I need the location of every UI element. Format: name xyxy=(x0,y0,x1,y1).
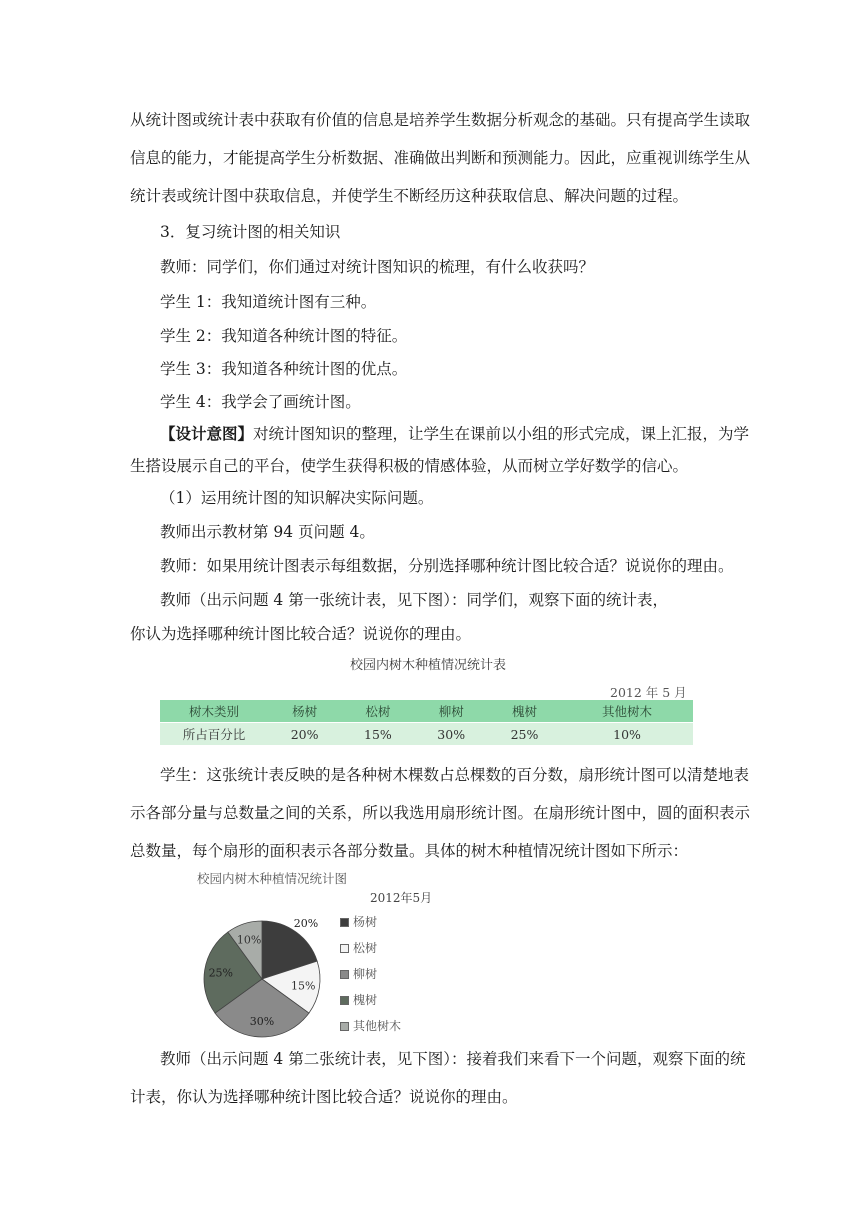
pie-data-label: 30% xyxy=(249,1014,275,1028)
pie-chart xyxy=(190,900,440,1050)
design-intent-text: 对统计图知识的整理，让学生在课前以小组的形式完成，课上汇报，为学 xyxy=(253,425,750,443)
table-row xyxy=(160,723,693,746)
legend-swatch xyxy=(340,918,349,927)
table-cell: 30% xyxy=(415,723,488,746)
paragraph-line: 教师（出示问题 4 第一张统计表，见下图）：同学们，观察下面的统计表， xyxy=(160,591,668,609)
pie-data-label: 15% xyxy=(290,979,316,993)
paragraph-line: 示各部分量与总数量之间的关系，所以我选用扇形统计图。在扇形统计图中，圆的面积表示 xyxy=(130,804,751,822)
legend-item xyxy=(340,913,377,930)
table-header-cell: 松树 xyxy=(341,700,414,723)
table-cell: 15% xyxy=(341,723,414,746)
pie-data-label: 20% xyxy=(293,917,319,930)
legend-item xyxy=(340,1017,401,1034)
legend-label: 松树 xyxy=(353,941,378,955)
paragraph-line: 你认为选择哪种统计图比较合适？说说你的理由。 xyxy=(130,625,472,643)
paragraph-line: 教师（出示问题 4 第二张统计表，见下图）：接着我们来看下一个问题，观察下面的统 xyxy=(160,1050,746,1068)
legend-swatch xyxy=(340,970,349,979)
table-date: 2012 年 5 月 xyxy=(610,685,687,700)
paragraph-line: 总数量，每个扇形的面积表示各部分数量。具体的树木种植情况统计图如下所示： xyxy=(130,842,689,860)
paragraph-line: 从统计图或统计表中获取有价值的信息是培养学生数据分析观念的基础。只有提高学生读取 xyxy=(130,111,751,129)
legend-label: 柳树 xyxy=(353,967,378,981)
legend-label: 杨树 xyxy=(353,915,378,929)
table-header-row xyxy=(160,700,693,723)
paragraph-line: 统计表或统计图中获取信息，并使学生不断经历这种获取信息、解决问题的过程。 xyxy=(130,187,689,205)
paragraph-line: 学生 1：我知道统计图有三种。 xyxy=(160,293,377,311)
paragraph-line: 学生 4：我学会了画统计图。 xyxy=(160,393,361,411)
paragraph-line: 学生：这张统计表反映的是各种树木棵数占总棵数的百分数，扇形统计图可以清楚地表 xyxy=(160,766,750,784)
chart-title: 校园内树木种植情况统计图 xyxy=(197,871,348,886)
legend-item xyxy=(340,991,377,1008)
table-header-cell: 杨树 xyxy=(268,700,341,723)
paragraph-line: 教师：同学们，你们通过对统计图知识的梳理，有什么收获吗？ xyxy=(160,258,595,276)
chart-subtitle: 2012年5月 xyxy=(370,891,433,905)
paragraph-line: 教师出示教材第 94 页问题 4。 xyxy=(160,523,375,541)
paragraph-line: 信息的能力，才能提高学生分析数据、准确做出判断和预测能力。因此，应重视训练学生从 xyxy=(130,149,751,167)
pie-data-label: 25% xyxy=(208,966,234,980)
design-intent-line xyxy=(160,421,770,447)
legend-swatch xyxy=(340,1022,349,1031)
legend-label: 其他树木 xyxy=(353,1019,402,1033)
table-title: 校园内树木种植情况统计表 xyxy=(350,658,507,673)
table-header-cell: 槐树 xyxy=(488,700,561,723)
table-cell: 25% xyxy=(488,723,561,746)
table-cell: 10% xyxy=(561,723,693,746)
pie-data-label: 10% xyxy=(236,933,262,947)
table-header-cell: 其他树木 xyxy=(561,700,693,723)
paragraph-line: 学生 2：我知道各种统计图的特征。 xyxy=(160,327,408,345)
subsection-heading: （1）运用统计图的知识解决实际问题。 xyxy=(160,489,434,507)
legend-swatch xyxy=(340,944,349,953)
table-cell: 20% xyxy=(268,723,341,746)
legend-item xyxy=(340,939,377,956)
paragraph-line: 计表，你认为选择哪种统计图比较合适？说说你的理由。 xyxy=(130,1088,518,1106)
legend-label: 槐树 xyxy=(353,993,378,1007)
section-heading: 3．复习统计图的相关知识 xyxy=(160,223,341,241)
legend-item xyxy=(340,965,377,982)
table-header-cell: 柳树 xyxy=(415,700,488,723)
design-intent-label: 【设计意图】 xyxy=(160,424,254,443)
table-header-cell: 树木类别 xyxy=(160,700,268,723)
legend-swatch xyxy=(340,996,349,1005)
paragraph-line: 学生 3：我知道各种统计图的优点。 xyxy=(160,360,408,378)
paragraph-line: 教师：如果用统计图表示每组数据，分别选择哪种统计图比较合适？说说你的理由。 xyxy=(160,557,734,575)
tree-planting-table xyxy=(160,700,693,745)
table-cell: 所占百分比 xyxy=(160,723,268,746)
paragraph-line: 生搭设展示自己的平台，使学生获得积极的情感体验，从而树立学好数学的信心。 xyxy=(130,457,689,475)
